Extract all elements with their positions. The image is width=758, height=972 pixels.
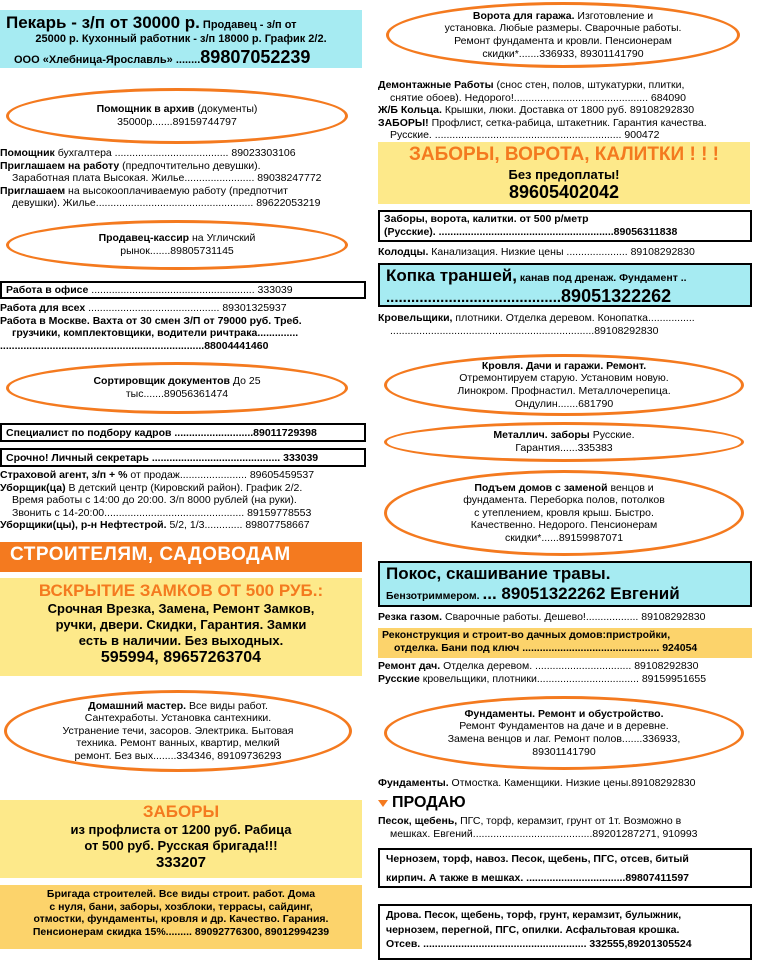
ad-foundation bbox=[384, 696, 744, 770]
fences500-line1: Заборы, ворота, калитки. от 500 р/метр bbox=[384, 213, 589, 225]
reconstruction-line1: Реконструкция и строит-во дачных домов:пристройки, bbox=[382, 629, 671, 641]
fences-gates-title: ЗАБОРЫ, ВОРОТА, КАЛИТКИ ! ! ! bbox=[408, 144, 720, 165]
gates-text: Изготовление и bbox=[574, 9, 654, 22]
rings-text: Крышки, люки. Доставка от 1800 руб. 89108292830 bbox=[441, 104, 695, 117]
lifting-text: венцов и bbox=[607, 481, 654, 494]
section-title bbox=[0, 542, 362, 572]
roofing-line2: Отремонтируем старую. Установим новую. bbox=[459, 372, 669, 385]
bakery-title: Пекарь - з/п от 30000 р. bbox=[6, 13, 200, 32]
bakery-line2: 25000 р. Кухонный работник - з/п 18000 р. График 2/2. bbox=[35, 33, 327, 46]
cashier-text: на Угличский bbox=[189, 232, 256, 245]
roofing-line4: Ондулин.......681790 bbox=[514, 397, 614, 410]
fences-gates-sub: Без предоплаты! bbox=[508, 166, 620, 182]
gates-title: Ворота для гаража. bbox=[472, 9, 575, 22]
demolition-text: (снос стен, полов, штукатурки, плитки, bbox=[493, 79, 685, 91]
ad-brigade bbox=[0, 885, 362, 949]
ad-soil bbox=[378, 848, 752, 888]
ad-foundation2 bbox=[378, 777, 756, 790]
dacha-text: Отделка деревом. ................................. 89108292830 bbox=[440, 660, 699, 672]
ad-fences-500 bbox=[378, 210, 752, 242]
brigade-line1: Бригада строителей. Все виды строит. работ. Дома bbox=[46, 888, 316, 900]
ad-wells bbox=[378, 246, 756, 259]
rings-title: Ж/Б Кольца. bbox=[378, 104, 442, 117]
moscow-phone: ......................................................................88004441460 bbox=[0, 339, 269, 352]
accountant-title: Помощник bbox=[0, 147, 55, 159]
secretary-text: Срочно! Личный секретарь ............................................ 333039 bbox=[6, 452, 319, 464]
locks-line2: ручки, двери. Скидки, Гарантия. Замки bbox=[55, 616, 307, 632]
master-line4: техника. Ремонт ванных, квартир, мелкий bbox=[76, 737, 280, 750]
foundation-line4: 89301141790 bbox=[532, 745, 596, 758]
sorter-text: До 25 bbox=[229, 375, 261, 388]
trench-phone: 89051322262 bbox=[561, 286, 672, 307]
lifting-line5: скидки*......89159987071 bbox=[504, 531, 624, 544]
dacha-title: Ремонт дач. bbox=[378, 660, 441, 672]
metal-fences-phone: Гарантия......335383 bbox=[515, 442, 613, 454]
fences-line2: от 500 руб. Русская бригада!!! bbox=[84, 837, 278, 853]
cleaners-text: 5/2, 1/3............. 89807758667 bbox=[166, 519, 310, 532]
firewood-line2: чернозем, перегной, ПГС, опилки. Асфальтовая крошка. bbox=[386, 923, 680, 936]
moscow-line: Работа в Москве. Вахта от 30 смен З/П от 79000 руб. Треб. bbox=[0, 314, 302, 327]
ad-sand bbox=[378, 815, 756, 840]
ad-work-all bbox=[0, 302, 366, 352]
ad-reconstruction bbox=[378, 628, 752, 658]
lifting-line2: фундамента. Переборка полов, потолков bbox=[463, 494, 665, 507]
archive-phone: 35000р.......89159744797 bbox=[117, 116, 237, 128]
metal-fences-text: Русские. bbox=[589, 429, 635, 442]
ad-secretary bbox=[0, 448, 366, 467]
ad-fences-gates bbox=[378, 142, 750, 204]
fences-phone: 333207 bbox=[155, 853, 207, 871]
archive-text: (документы) bbox=[194, 103, 258, 116]
brigade-line4: Пенсионерам скидка 15%......... 89092776300, 89012994239 bbox=[32, 925, 330, 938]
fences-gates-phone: 89605402042 bbox=[508, 182, 620, 203]
fences-bang-text: Профлист, сетка-рабица, штакетник. Гарантия качества. bbox=[428, 116, 707, 129]
sorter-title: Сортировщик документов bbox=[93, 375, 230, 388]
fences-title: ЗАБОРЫ bbox=[142, 802, 220, 821]
lifting-line4: Качественно. Недорого. Пенсионерам bbox=[470, 519, 658, 532]
ad-gas bbox=[378, 611, 756, 624]
invite-title: Приглашаем на работу bbox=[0, 159, 120, 172]
archive-title: Помощник в архив bbox=[96, 103, 195, 116]
ad-archive bbox=[6, 88, 348, 144]
russians-title: Русские bbox=[378, 672, 420, 685]
hr-text: Специалист по подбору кадров ...........................89011729398 bbox=[6, 427, 317, 439]
ad-bakery bbox=[0, 10, 362, 68]
foundation2-title: Фундаменты. bbox=[378, 777, 449, 789]
fences-bang-title: ЗАБОРЫ! bbox=[378, 116, 429, 129]
metal-fences-title: Металлич. заборы bbox=[493, 429, 590, 442]
ad-gates bbox=[386, 2, 740, 68]
trench-text: канав под дренаж. Фундамент .. bbox=[516, 272, 687, 284]
cashier-phone: рынок.......89805731145 bbox=[120, 245, 234, 257]
master-title: Домашний мастер. bbox=[88, 699, 187, 712]
roofers-text: плотники. Отделка деревом. Конопатка................ bbox=[452, 312, 695, 324]
master-line3: Устранение течи, засоров. Электрика. Бытовая bbox=[62, 724, 294, 737]
invite-text: (предпочтительно девушки). bbox=[119, 159, 261, 172]
invite-line: Заработная плата Высокая. Жилье........................ 89038247772 bbox=[12, 172, 322, 185]
all-title: Работа для всех bbox=[0, 302, 86, 314]
cleaner-phone: Звонить с 14-20:00................................................ 89159778553 bbox=[12, 506, 312, 519]
agent-text: от продаж....................... 89605459537 bbox=[127, 469, 315, 481]
brigade-line2: с нуля, бани, заборы, хозблоки, террасы, сайдинг, bbox=[49, 900, 313, 913]
gates-line2: установка. Любые размеры. Сварочные работы. bbox=[444, 22, 682, 35]
ad-accountant bbox=[0, 147, 366, 210]
triangle-down-icon bbox=[378, 800, 388, 807]
roofers-title: Кровельщики, bbox=[378, 312, 453, 324]
firewood-line1: Дрова. Песок, щебень, торф, грунт, керамзит, булыжник, bbox=[386, 909, 682, 921]
sand-line2: мешках. Евгений.........................................89201287271, 910993 bbox=[390, 827, 698, 840]
mowing-title: Покос, скашивание травы. bbox=[386, 564, 611, 583]
ad-locks bbox=[0, 578, 362, 676]
moscow-line2: грузчики, комплектовщики, водители ричтрака.............. bbox=[12, 327, 299, 340]
ad-cashier bbox=[6, 220, 348, 270]
fences-line1: из профлиста от 1200 руб. Рабица bbox=[70, 822, 292, 838]
cleaner-line: Время работы с 14:00 до 20:00. З/п 8000 рублей (на руки). bbox=[12, 494, 297, 507]
master-line5: ремонт. Без вых........334346, 89109736293 bbox=[74, 749, 282, 762]
gas-title: Резка газом. bbox=[378, 611, 443, 623]
locks-phones: 595994, 89657263704 bbox=[100, 649, 262, 667]
bakery-text: Продавец - з/п от bbox=[199, 19, 297, 31]
sorter-phone: тыс.......89056361474 bbox=[125, 388, 229, 400]
invite2-text: на высокооплачиваемую работу (предпотчит bbox=[65, 184, 288, 197]
ad-fences bbox=[0, 800, 362, 878]
reconstruction-line2: отделка. Бани под ключ ............................................... 924054 bbox=[394, 641, 698, 654]
ad-dacha bbox=[378, 660, 756, 685]
sand-text: ПГС, торф, керамзит, грунт от 1т. Возможно в bbox=[457, 815, 682, 827]
ad-trench bbox=[378, 263, 752, 307]
agent-title: Страховой агент, з/п + % bbox=[0, 469, 128, 481]
office-title: Работа в офисе bbox=[6, 284, 89, 296]
invite2-line: девушки). Жилье...................................................... 89622053219 bbox=[12, 197, 321, 210]
ad-sorter bbox=[6, 362, 348, 414]
ad-mowing bbox=[378, 561, 752, 607]
trench-title: Копка траншей, bbox=[386, 266, 517, 285]
sell-header bbox=[378, 793, 578, 813]
fences-bang-line: Русские. ................................................................ 900472 bbox=[390, 129, 660, 142]
lifting-title: Подъем домов с заменой bbox=[474, 481, 608, 494]
demolition-title: Демонтажные Работы bbox=[378, 79, 494, 91]
ad-roofers bbox=[378, 312, 756, 337]
ad-firewood bbox=[378, 904, 752, 960]
invite2-title: Приглашаем bbox=[0, 184, 66, 197]
wells-title: Колодцы. bbox=[378, 246, 429, 258]
master-line2: Сантехработы. Установка сантехники. bbox=[84, 712, 272, 725]
mowing-sub: Бензотриммером. bbox=[386, 590, 480, 603]
gates-line3: Ремонт фундамента и кровли. Пенсионерам bbox=[454, 35, 672, 47]
ad-master bbox=[4, 690, 352, 772]
soil-line1: Чернозем, торф, навоз. Песок, щебень, ПГС, отсев, битый bbox=[386, 853, 689, 865]
locks-line1: Срочная Врезка, Замена, Ремонт Замков, bbox=[47, 601, 315, 617]
foundation-title: Фундаменты. Ремонт и обустройство. bbox=[464, 707, 664, 720]
ad-office bbox=[0, 281, 366, 299]
roofing-line3: Линокром. Профнастил. Металлочерепица. bbox=[457, 385, 671, 397]
foundation-line2: Ремонт Фундаментов на даче и в деревне. bbox=[459, 720, 669, 733]
roofing-title: Кровля. Дачи и гаражи. Ремонт. bbox=[481, 359, 647, 372]
master-text: Все виды работ. bbox=[186, 699, 268, 712]
office-text: ........................................................ 333039 bbox=[88, 284, 293, 296]
lifting-line3: с утеплением, кровля крыш. Быстро. bbox=[474, 506, 654, 519]
cleaners-title: Уборщики(цы), р-н Нефтестрой. bbox=[0, 519, 167, 532]
locks-title: ВСКРЫТИЕ ЗАМКОВ ОТ 500 РУБ.: bbox=[38, 581, 324, 600]
russians-text: кровельщики, плотники................................... 89159951655 bbox=[419, 672, 707, 685]
sand-title: Песок, щебень, bbox=[378, 815, 458, 827]
firewood-line3: Отсев. ........................................................ 332555,89201305524 bbox=[386, 938, 692, 951]
locks-line3: есть в наличии. Без выходных. bbox=[78, 632, 284, 648]
cleaner-text: В детский центр (Кировский район). График 2/2. bbox=[65, 481, 303, 494]
wells-text: Канализация. Низкие цены ..................... 89108292830 bbox=[428, 246, 695, 258]
cleaner-title: Уборщик(ца) bbox=[0, 481, 66, 494]
cashier-title: Продавец-кассир bbox=[98, 232, 190, 245]
sell-header-text: ПРОДАЮ bbox=[392, 794, 466, 812]
gas-text: Сварочные работы. Дешево!.................. 89108292830 bbox=[442, 611, 706, 623]
accountant-text: бухгалтера ....................................... 89023303106 bbox=[54, 147, 296, 159]
section-title-text: СТРОИТЕЛЯМ, САДОВОДАМ bbox=[10, 544, 291, 565]
ad-demolition bbox=[378, 79, 756, 142]
trench-dots: .......................................... bbox=[386, 289, 562, 307]
soil-line2: кирпич. А также в мешках. ..................................89807411597 bbox=[386, 871, 689, 884]
brigade-line3: отмостки, фундаменты, кровля и др. Качество. Гарания. bbox=[33, 913, 329, 926]
foundation-line3: Замена венцов и лаг. Ремонт полов.......336933, bbox=[447, 733, 681, 745]
mowing-phone: ... 89051322262 Евгений bbox=[482, 584, 680, 604]
roofers-phone: ......................................................................89108292830 bbox=[390, 324, 659, 337]
bakery-org: ООО «Хлебница-Ярославль» ........ bbox=[14, 53, 201, 66]
all-text: ............................................. 89301325937 bbox=[85, 302, 287, 314]
ad-metal-fences bbox=[384, 422, 744, 462]
demolition-line2: снятие обоев). Недорого!.............................................. 684090 bbox=[390, 91, 686, 104]
ad-roofing bbox=[384, 354, 744, 416]
fences500-line2: (Русские). ............................................................89056311838 bbox=[384, 225, 678, 238]
ad-agent bbox=[0, 469, 366, 532]
ad-lifting bbox=[384, 470, 744, 556]
ad-hr bbox=[0, 423, 366, 442]
foundation2-text: Отмостка. Каменщики. Низкие цены.89108292830 bbox=[448, 777, 696, 789]
bakery-phone: 89807052239 bbox=[200, 46, 311, 67]
gates-line4: скидки*.......336933, 89301141790 bbox=[482, 47, 644, 60]
